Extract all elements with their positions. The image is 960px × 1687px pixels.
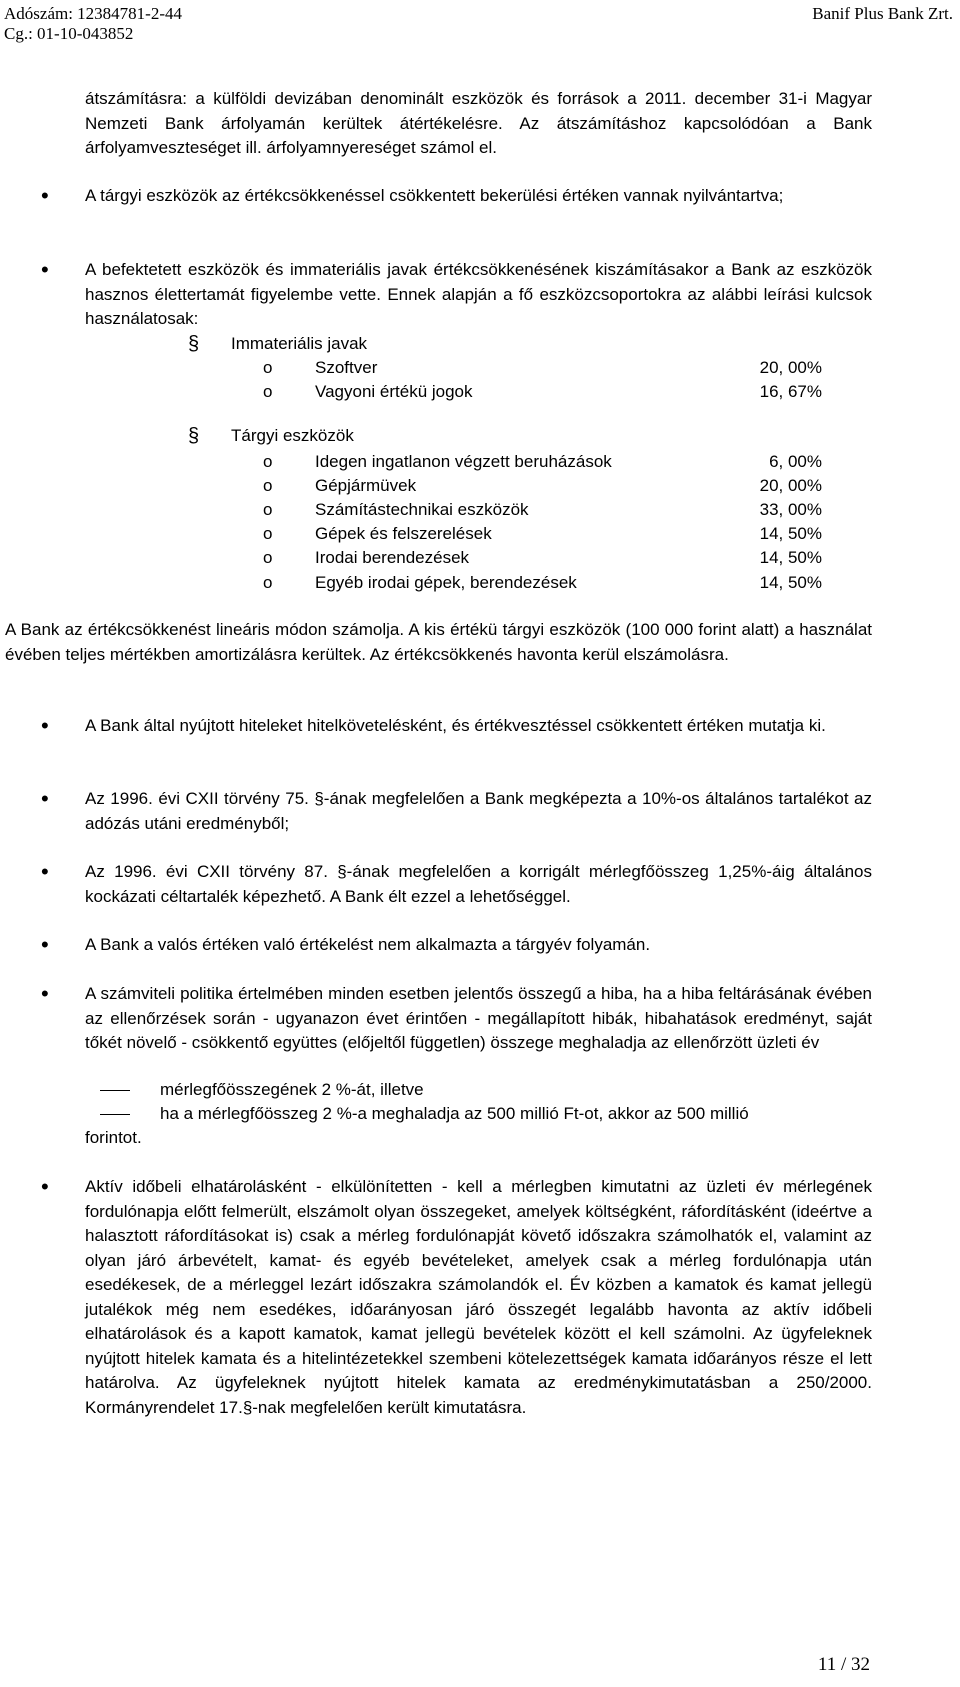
page-number: 11 / 32	[817, 1654, 870, 1675]
list-item	[0, 380, 960, 404]
item-name: Szoftver	[315, 358, 378, 377]
dash-marker	[100, 1090, 130, 1091]
intro-paragraph: átszámításra: a külföldi devizában denominált eszközök és források a 2011. december 31-i Magyar Nemzeti Bank árfolyamán kerültek átértékelésre. Az átszámításhoz kapcsolódóan a Bank árfolyamveszteséget ill. árfolyamnyereséget számol el.	[85, 89, 872, 157]
item-name: Gépjármüvek	[315, 476, 417, 495]
group-tangible-assets	[0, 424, 960, 448]
depreciation-method-paragraph: A Bank az értékcsökkenést lineáris módon számolja. A kis értékü tárgyi eszközök (100 000 forint alatt) a használat évében teljes mértékben amortizálásra kerültek. Az értékcsökkenés havonta kerül elszámolásra.	[5, 620, 872, 664]
list-item	[0, 571, 960, 595]
bullet-marker: •	[41, 859, 49, 884]
page-header-right	[812, 4, 953, 24]
list-item	[0, 474, 960, 498]
list-marker: o	[263, 452, 273, 471]
bullet-general-reserve: Az 1996. évi CXII törvény 75. §-ának megfelelően a Bank megképezta a 10%-os általános tartalékot az adózás utáni eredményből;	[85, 789, 872, 833]
group-intangible-assets	[0, 332, 960, 356]
list-marker: o	[263, 500, 273, 519]
bullet-marker: •	[41, 183, 49, 208]
list-item	[0, 546, 960, 570]
item-rate: 33, 00%	[759, 500, 822, 519]
bullet-significant-error: A számviteli politika értelmében minden esetben jelentős összegű a hiba, ha a hiba feltárásának évében az ellenőrzések során - ugyanazon évet érintően - megállapított hibák, hibahatások eredményt, saját tőkét növelő - csökkentő együttes (előjeltől független) összege meghaladja az ellenőrzött üzleti év	[85, 984, 872, 1052]
bullet-marker: •	[41, 786, 49, 811]
bullet-loans: A Bank által nyújtott hiteleket hitelkövetelésként, és értékvesztéssel csökkentett értéken mutatja ki.	[85, 716, 826, 735]
bullet-risk-provision: Az 1996. évi CXII törvény 87. §-ának megfelelően a korrigált mérlegfőösszeg 1,25%-áig általános kockázati céltartalék képezhető. A Bank élt ezzel a lehetőséggel.	[85, 862, 872, 906]
bullet-marker: •	[41, 932, 49, 957]
company-registration-number: Cg.: 01-10-043852	[4, 24, 134, 43]
dash-tail-text: forintot.	[85, 1128, 142, 1147]
list-item	[0, 450, 960, 474]
bullet-marker: •	[41, 981, 49, 1006]
item-name: Egyéb irodai gépek, berendezések	[315, 573, 577, 592]
group-title: Tárgyi eszközök	[231, 426, 354, 445]
list-marker: o	[263, 476, 273, 495]
bullet-depreciation: A befektetett eszközök és immateriális javak értékcsökkenésének kiszámításakor a Bank az eszközök hasznos élettertamát figyelembe vette. Ennek alapján a fő eszközcsoportokra az alábbi leírási kulcsok használatosak:	[85, 260, 872, 328]
section-marker: §	[188, 425, 200, 447]
item-rate: 16, 67%	[759, 382, 822, 401]
list-marker: o	[263, 358, 273, 377]
item-rate: 14, 50%	[759, 524, 822, 543]
company-name: Banif Plus Bank Zrt.	[812, 4, 953, 23]
item-rate: 20, 00%	[759, 358, 822, 377]
bullet-marker: •	[41, 713, 49, 738]
item-name: Vagyoni értékü jogok	[315, 382, 473, 401]
dash-marker	[100, 1114, 130, 1115]
bullet-marker: •	[41, 1174, 49, 1199]
dash-item: ha a mérlegfőösszeg 2 %-a meghaladja az 500 millió Ft-ot, akkor az 500 millió	[160, 1104, 749, 1123]
bullet-tangible-assets: A tárgyi eszközök az értékcsökkenéssel csökkentett bekerülési értéken vannak nyilvántartva;	[85, 186, 784, 205]
dash-item: mérlegfőösszegének 2 %-át, illetve	[160, 1080, 424, 1099]
item-rate: 20, 00%	[759, 476, 822, 495]
list-marker: o	[263, 548, 273, 567]
bullet-accruals: Aktív időbeli elhatárolásként - elkülönítetten - kell a mérlegben kimutatni az üzleti év mérlegének fordulónapja előtt felmerült, elszámolt olyan összegeket, amelyek költségként, ráfordításként (ideértve a halasztott ráfordításokat is) csak a mérleg fordulónapját követő időszakra számolhatók el, valamint az olyan járó árbevételt, kamat- és egyéb bevételeket, amelyek csak a mérleg fordulónapja után esedékesek, de a mérleggel lezárt időszakra számolandók el. Év közben a kamatok és kamat jellegü jutalékok még nem esedékes, időarányosan járó összegét legalább havonta az aktív időbeli elhatárolások és a kapott kamatok, kamat jellegü bevételek között el kell számolni. Az ügyfeleknek nyújtott hitelek kamata és a hitelintézetekkel szembeni kötelezettségek kamata időarányos része el lett határolva. Az ügyfeleknek nyújtott hitelek kamata az eredménykimutatásban a 250/2000. Kormányrendelet 17.§-nak megfelelően került kimutatásra.	[85, 1177, 872, 1417]
item-rate: 14, 50%	[759, 573, 822, 592]
item-name: Gépek és felszerelések	[315, 524, 492, 543]
bullet-fair-value: A Bank a valós értéken való értékelést nem alkalmazta a tárgyév folyamán.	[85, 935, 651, 954]
item-rate: 6, 00%	[769, 452, 822, 471]
section-marker: §	[188, 333, 200, 355]
item-name: Irodai berendezések	[315, 548, 470, 567]
list-item	[0, 356, 960, 380]
group-title: Immateriális javak	[231, 334, 368, 353]
page-header-left	[4, 4, 182, 44]
item-name: Számítástechnikai eszközök	[315, 500, 529, 519]
bullet-marker: •	[41, 257, 49, 282]
list-marker: o	[263, 382, 273, 401]
tax-number: Adószám: 12384781-2-44	[4, 4, 183, 23]
item-rate: 14, 50%	[759, 548, 822, 567]
list-item	[0, 522, 960, 546]
list-item	[0, 498, 960, 522]
list-marker: o	[263, 524, 273, 543]
item-name: Idegen ingatlanon végzett beruházások	[315, 452, 612, 471]
list-marker: o	[263, 573, 273, 592]
